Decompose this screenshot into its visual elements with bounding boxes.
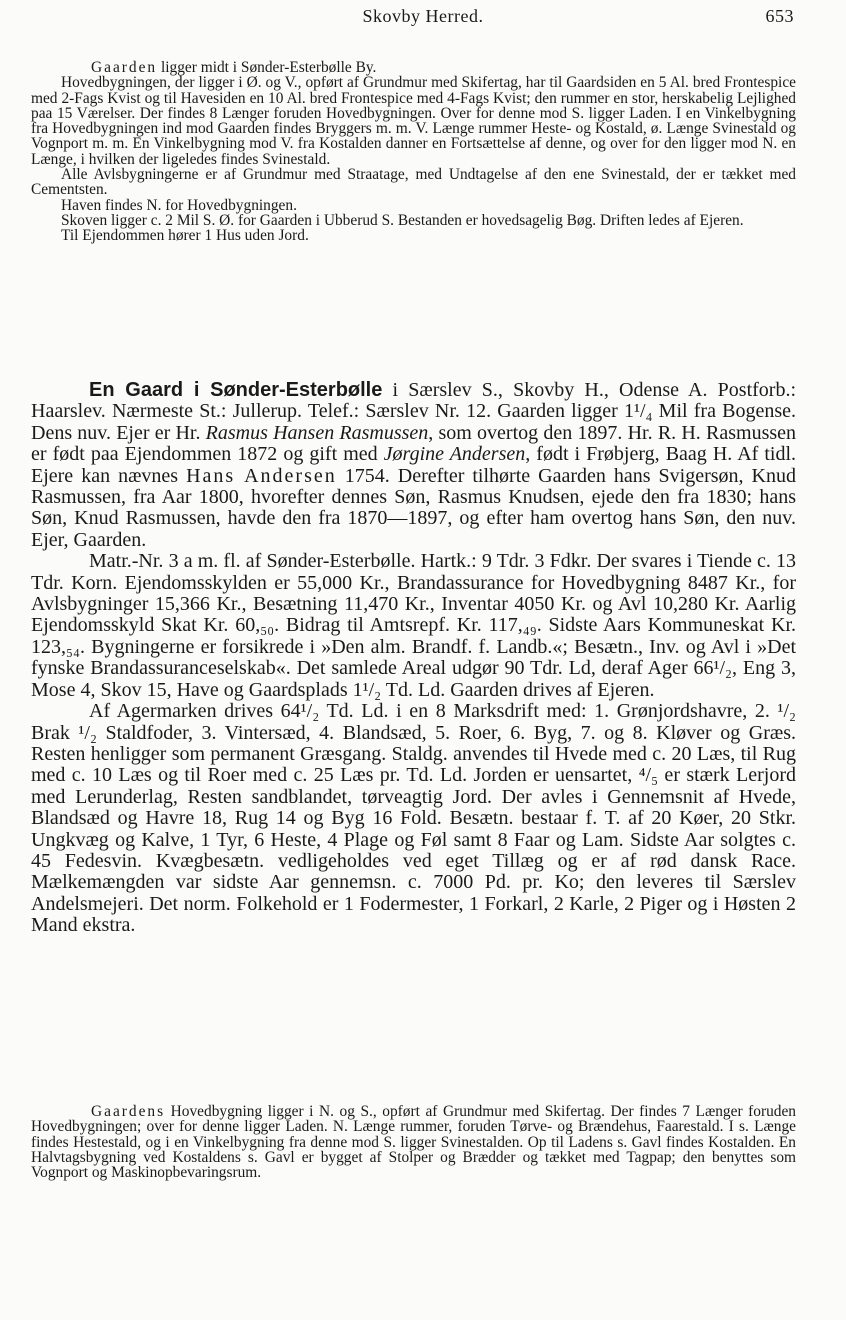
running-title: Skovby Herred.	[362, 6, 484, 26]
entry-intro-paragraph: En Gaard i Sønder-Esterbølle i Særslev S., Skovby H., Odense A. Postforb.: Haarslev. Nærmeste St.: Jullerup. Telef.: Særslev Nr. 12. Gaarden ligger 1¹/₄ Mil fra Bogense. Dens nuv. Ejer er Hr. Rasmus Hansen Rasmussen, som overtog den 1897. Hr. R. H. Rasmussen er født paa Ejendommen 1872 og gift med Jørgine Andersen, født i Frøbjerg, Baag H. Af tidl. Ejere kan nævnes Hans Andersen 1754. Derefter tilhørte Gaarden hans Svigersøn, Knud Rasmussen, fra Aar 1800, hvorefter dennes Søn, Rasmus Knudsen, ejede den fra 1830; hans Søn, Knud Rasmussen, havde den fra 1870—1897, og efter ham overtog hans Søn, den nuv. Ejer, Gaarden.	[31, 379, 797, 551]
page-number: 653	[765, 6, 794, 26]
previous-entry-description	[31, 60, 796, 244]
buildings-description	[31, 1104, 796, 1180]
property-details-paragraph: Matr.-Nr. 3 a m. fl. af Sønder-Esterbølle. Hartk.: 9 Tdr. 3 Fdkr. Der svares i Tiende c. 13 Tdr. Korn. Ejendomsskylden er 55,000 Kr., Brandassurance for Hovedbygning 8487 Kr., for Avlsbygninger 15,366 Kr., Besætning 11,470 Kr., Inventar 4050 Kr. og Avl 10,280 Kr. Aarlig Ejendomsskyld Skat Kr. 60,₅₀. Bidrag til Amtsrepf. Kr. 117,₄₉. Sidste Aars Kommuneskat Kr. 123,₅₄. Bygningerne er forsikrede i »Den alm. Brandf. f. Landb.«; Besætn., Inv. og Avl i »Det fynske Brandassuranceselskab«. Det samlede Areal udgør 90 Tdr. Ld, deraf Ager 66¹/₂, Eng 3, Mose 4, Skov 15, Have og Gaardsplads 1¹/₂ Td. Ld. Gaarden drives af Ejeren.	[31, 550, 796, 701]
spaced-intro-word: Gaardens	[91, 1103, 166, 1120]
paragraph: Gaardens Hovedbygning ligger i N. og S., opført af Grundmur med Skifertag. Der findes 7 Længer foruden Hovedbygningen; over for denne ligger Laden. N. Længe rummer, foruden Tørve- og Brændehus, Faarestald. I s. Længe findes Hestestald, og i en Vinkelbygning fra denne mod S. ligger Svinestalden. Op til Ladens s. Gavl findes Kostalden. En Halvtagsbygning ved Kostaldens s. Gavl er bygget af Stolper og Brædder og tækket med Tagpap; den benyttes som Vognport og Maskinopbevaringsrum.	[31, 1103, 796, 1182]
spaced-intro-word: Gaarden	[91, 59, 158, 76]
paragraph: Skoven ligger c. 2 Mil S. Ø. for Gaarden i Ubberud S. Bestanden er hovedsagelig Bøg. Driften ledes af Ejeren.	[61, 211, 744, 229]
paragraph: Til Ejendommen hører 1 Hus uden Jord.	[61, 227, 309, 245]
paragraph: Gaarden ligger midt i Sønder-Esterbølle By.	[91, 59, 377, 76]
owner-name: Rasmus Hansen Rasmussen	[205, 421, 429, 444]
entry-heading: En Gaard i Sønder-Esterbølle	[89, 379, 383, 401]
page-header	[0, 6, 846, 36]
agriculture-paragraph: Af Agermarken drives 64¹/₂ Td. Ld. i en 8 Marksdrift med: 1. Grønjordshavre, 2. ¹/₂ Brak ¹/₂ Staldfoder, 3. Vintersæd, 4. Blandsæd, 5. Roer, 6. Byg, 7. og 8. Kløver og Græs. Resten henligger som permanent Græsgang. Staldg. anvendes til Hvede med c. 20 Læs, til Rug med c. 10 Læs og til Roer med c. 25 Læs pr. Td. Ld. Jorden er uensartet, ⁴/₅ er stærk Lerjord med Lerunderlag, Resten sandblandet, tørveagtig Jord. Der avles i Gennemsnit af Hvede, Blandsæd og Havre 18, Rug 14 og Byg 16 Fold. Besætn. bestaar f. T. af 20 Køer, 20 Stkr. Ungkvæg og Kalve, 1 Tyr, 6 Heste, 4 Plage og Føl samt 8 Faar og Lam. Sidste Aar solgtes c. 45 Fedesvin. Kvægbesætn. vedligeholdes ved eget Tillæg og er af rød dansk Race. Mælkemængden var sidste Aar gennemsn. c. 7000 Pd. pr. Ko; den leveres til Særslev Andelsmejeri. Det norm. Folkehold er 1 Fodermester, 1 Forkarl, 2 Karle, 2 Piger og i Høsten 2 Mand ekstra.	[31, 700, 796, 937]
paragraph: Hovedbygningen, der ligger i Ø. og V., opført af Grundmur med Skifertag, har til Gaardsiden en 5 Al. bred Frontespice med 2-Fags Kvist og til Havesiden en 10 Al. bred Frontespice med 4-Fags Kvist; den rummer en stor, herskabelig Lejlighed paa 15 Værelser. Der findes 8 Længer foruden Hovedbygningen. Over for denne mod S. ligger Laden. I en Vinkelbygning fra Hovedbygningen ind mod Gaarden findes Bryggers m. m. V. Længe rummer Heste- og Kostald, ø. Længe Svinestald og Vognport m. m. En Vinkelbygning mod V. fra Kostalden danner en Fortsættelse af denne, og over for den ligger mod N. en Længe, i hvilken der ligeledes findes Svinestald.	[31, 74, 796, 168]
farm-entry	[31, 380, 796, 937]
paragraph: Haven findes N. for Hovedbygningen.	[61, 196, 297, 214]
early-owner-name: Hans Andersen	[186, 464, 337, 487]
wife-name: Jørgine Andersen	[383, 443, 526, 466]
paragraph: Alle Avlsbygningerne er af Grundmur med Straatage, med Undtagelse af den ene Svinestald, der er tækket med Cementsten.	[31, 166, 796, 199]
